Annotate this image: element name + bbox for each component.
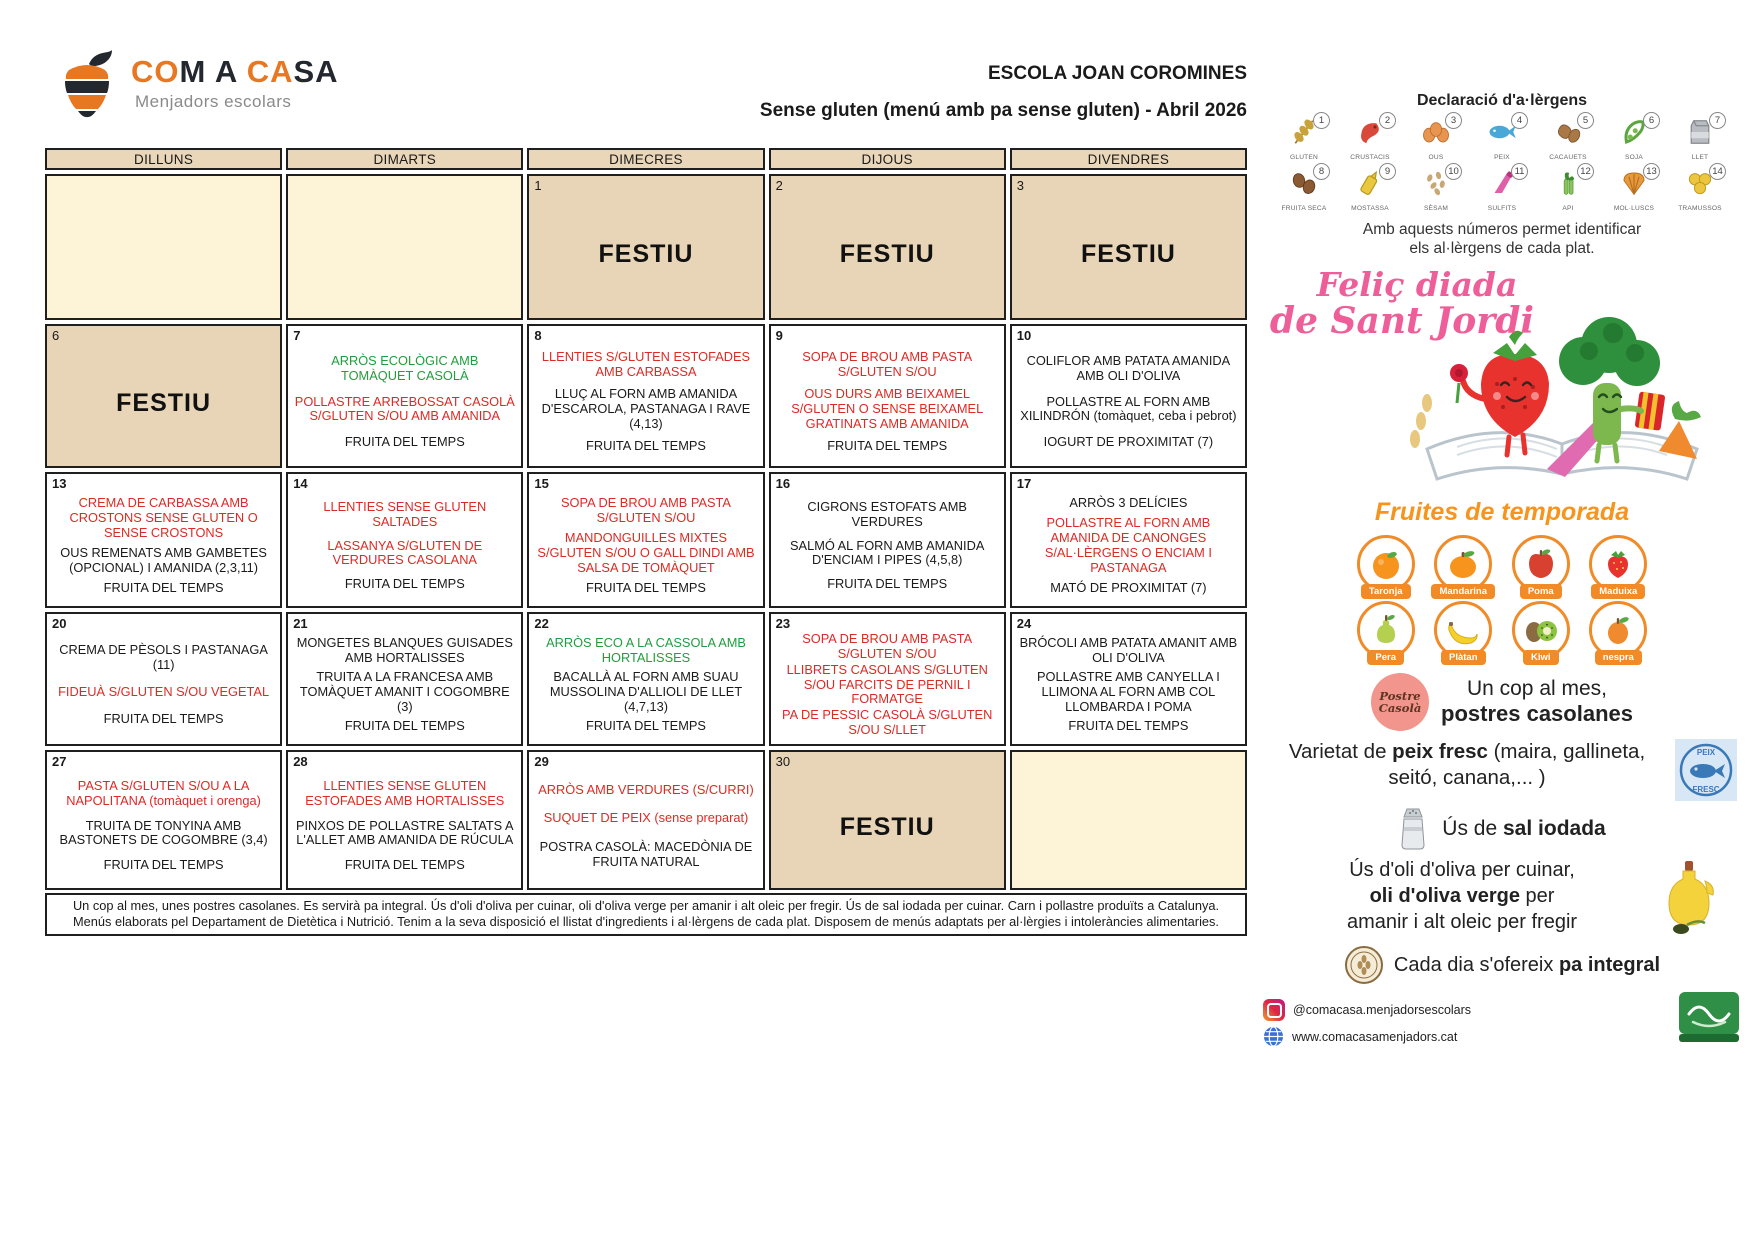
day-header-dimarts: DIMARTS bbox=[286, 148, 523, 170]
menu-title: Sense gluten (menú amb pa sense gluten) - Abril 2026 bbox=[759, 100, 1247, 121]
allergen-number: 14 bbox=[1709, 163, 1726, 180]
allergen-label: SOJA bbox=[1624, 154, 1644, 161]
sal-iodada-row bbox=[1398, 807, 1605, 851]
menu-items bbox=[534, 343, 757, 464]
menu-item: FRUITA DEL TEMPS bbox=[586, 579, 706, 595]
allergens-note-line1: Amb aquests números permet identificar bbox=[1362, 220, 1642, 238]
menu-item: PA DE PESSIC CASOLÀ S/GLUTEN S/OU S/LLET bbox=[782, 707, 993, 738]
calendar-cell-empty bbox=[45, 174, 282, 320]
calendar-grid bbox=[45, 148, 1247, 890]
calendar-cell-day-9 bbox=[769, 324, 1006, 468]
day-number: 2 bbox=[775, 178, 783, 193]
calendar-cell-day-13 bbox=[45, 472, 282, 608]
menu-item: POLLASTRE ARREBOSSAT CASOLÀ S/GLUTEN S/OU AMB AMANIDA bbox=[294, 393, 515, 424]
calendar-cell-day-21 bbox=[286, 612, 523, 746]
menu-item: SOPA DE BROU AMB PASTA S/GLUTEN S/OU bbox=[561, 495, 731, 526]
menu-item: PINXOS DE POLLASTRE SALTATS A L'ALLET AMB AMANIDA DE RÚCULA bbox=[295, 817, 514, 848]
svg-text:PEIX: PEIX bbox=[1696, 748, 1716, 758]
menu-items bbox=[1017, 631, 1240, 742]
menu-items bbox=[293, 343, 516, 464]
website-link[interactable] bbox=[1263, 1026, 1741, 1047]
fruit-label: Poma bbox=[1520, 584, 1562, 599]
peix-bold: peix fresc bbox=[1392, 740, 1488, 764]
fruit-taronja bbox=[1354, 535, 1418, 599]
allergens-note-line2: els al·lèrgens de cada plat. bbox=[1409, 239, 1595, 257]
menu-item: FIDEUÀ S/GLUTEN S/OU VEGETAL bbox=[58, 684, 270, 699]
menu-item: CREMA DE PÈSOLS I PASTANAGA (11) bbox=[59, 642, 268, 672]
calendar-cell-day-8 bbox=[527, 324, 764, 468]
postres-line1: Un cop al mes, bbox=[1466, 677, 1608, 701]
allergens-note bbox=[1363, 220, 1641, 259]
menu-item: TRUITA A LA FRANCESA AMB TOMÀQUET AMANIT I COGOMBRE (3) bbox=[299, 669, 510, 714]
peix-pre: Varietat de bbox=[1288, 740, 1393, 764]
postre-casola-badge-icon bbox=[1371, 673, 1429, 731]
fruit-pera bbox=[1354, 601, 1418, 665]
menu-items bbox=[534, 631, 757, 742]
allergen-label: LLET bbox=[1691, 154, 1709, 161]
quality-logo bbox=[1677, 990, 1741, 1044]
menu-item: LLENTIES SENSE GLUTEN ESTOFADES AMB HORTALISSES bbox=[305, 777, 505, 808]
menu-item: FRUITA DEL TEMPS bbox=[827, 437, 948, 453]
allergen-label: SULFITS bbox=[1487, 205, 1517, 213]
calendar-cell-day-29 bbox=[527, 750, 764, 890]
calendar-cell-empty bbox=[286, 174, 523, 320]
calendar-cell-day-24 bbox=[1010, 612, 1247, 746]
menu-item: TRUITA DE TONYINA AMB BASTONETS DE COGOMBRE (3,4) bbox=[59, 817, 268, 848]
menu-item: FRUITA DEL TEMPS bbox=[103, 711, 224, 726]
festiu-label: FESTIU bbox=[116, 389, 212, 417]
day-number: 16 bbox=[775, 476, 791, 491]
oli-line3: amanir i alt oleic per fregir bbox=[1346, 911, 1578, 934]
menu-item: COLIFLOR AMB PATATA AMANIDA AMB OLI D'OLIVA bbox=[1026, 352, 1231, 383]
peix-fresc-row bbox=[1267, 739, 1737, 801]
menu-item: FRUITA DEL TEMPS bbox=[344, 718, 465, 734]
brand-subtitle: Menjadors escolars bbox=[135, 92, 292, 111]
allergen-number: 12 bbox=[1577, 163, 1594, 180]
allergen-ous bbox=[1403, 114, 1469, 161]
allergen-mol-luscs bbox=[1601, 165, 1667, 212]
sant-jordi-greeting bbox=[1267, 265, 1567, 343]
menu-items bbox=[534, 769, 757, 886]
calendar-cell-day-28 bbox=[286, 750, 523, 890]
menu-item: MONGETES BLANQUES GUISADES AMB HORTALISSES bbox=[296, 634, 513, 665]
peix-post: (maira, gallineta, seitó, canana,... ) bbox=[1388, 740, 1646, 789]
allergen-number: 8 bbox=[1313, 163, 1330, 180]
menu-item: PASTA S/GLUTEN S/OU A LA NAPOLITANA (tomàquet i orenga) bbox=[66, 777, 261, 808]
festiu-label: FESTIU bbox=[598, 240, 694, 268]
menu-item: SUQUET DE PEIX (sense preparat) bbox=[543, 810, 749, 826]
calendar-cell-empty bbox=[1010, 750, 1247, 890]
pa-integral-text bbox=[1394, 954, 1660, 977]
menu-item: POLLASTRE AMB CANYELLA I LLIMONA AL FORN AMB COL LLOMBARDA I POMA bbox=[1036, 669, 1220, 714]
menu-item: OUS DURS AMB BEIXAMEL S/GLUTEN O SENSE BEIXAMEL GRATINATS AMB AMANIDA bbox=[791, 386, 984, 431]
seasonal-fruits-grid bbox=[1354, 535, 1650, 665]
day-number: 22 bbox=[534, 616, 549, 631]
fruit-label: Taronja bbox=[1361, 584, 1411, 599]
allergen-number: 7 bbox=[1709, 112, 1726, 129]
allergen-s-sam bbox=[1403, 165, 1469, 212]
instagram-handle: @comacasa.menjadorsescolars bbox=[1293, 1003, 1472, 1018]
menu-items bbox=[1017, 491, 1240, 604]
calendar-cell-day-10 bbox=[1010, 324, 1247, 468]
menu-item: LLUÇ AL FORN AMB AMANIDA D'ESCAROLA, PASTANAGA I RAVE (4,13) bbox=[541, 386, 751, 431]
day-number: 20 bbox=[52, 616, 67, 631]
pa-integral-row bbox=[1344, 945, 1660, 985]
allergen-label: CRUSTACIS bbox=[1350, 154, 1390, 161]
allergen-number: 4 bbox=[1511, 112, 1528, 129]
day-header-dimecres: DIMECRES bbox=[527, 148, 764, 170]
school-name: ESCOLA JOAN COROMINES bbox=[988, 63, 1247, 84]
menu-item: FRUITA DEL TEMPS bbox=[344, 576, 465, 592]
allergen-number: 1 bbox=[1313, 112, 1330, 129]
menu-item: OUS REMENATS AMB GAMBETES (OPCIONAL) I AMANIDA (2,3,11) bbox=[60, 545, 267, 575]
day-number: 3 bbox=[1016, 178, 1025, 193]
allergen-cacauets bbox=[1535, 114, 1601, 161]
day-header-divendres: DIVENDRES bbox=[1010, 148, 1247, 170]
oli-oliva-row bbox=[1267, 857, 1737, 943]
menu-item: LLENTIES S/GLUTEN ESTOFADES AMB CARBASSA bbox=[541, 349, 751, 380]
sant-jordi-block bbox=[1267, 262, 1737, 494]
calendar-cell-day-30 bbox=[769, 750, 1006, 890]
postres-text bbox=[1441, 677, 1633, 727]
allergen-label: CACAUETS bbox=[1549, 154, 1587, 161]
menu-items bbox=[776, 343, 999, 464]
day-number: 28 bbox=[293, 754, 308, 769]
greeting-line1: Feliç diada bbox=[1316, 265, 1518, 305]
day-number: 9 bbox=[775, 328, 783, 343]
allergen-number: 11 bbox=[1511, 163, 1528, 180]
menu-item: BRÓCOLI AMB PATATA AMANIT AMB OLI D'OLIVA bbox=[1019, 634, 1238, 665]
sal-iodada-text bbox=[1442, 817, 1605, 841]
fruit-label: Pera bbox=[1367, 650, 1404, 665]
allergen-soja bbox=[1601, 114, 1667, 161]
menu-item: CIGRONS ESTOFATS AMB VERDURES bbox=[807, 498, 967, 529]
fruit-plàtan bbox=[1431, 601, 1495, 665]
fruit-poma bbox=[1509, 535, 1573, 599]
svg-text:FRESC: FRESC bbox=[1692, 785, 1720, 795]
oli-bold: oli d'oliva verge bbox=[1369, 885, 1520, 908]
allergen-llet bbox=[1667, 114, 1733, 161]
day-header-dilluns: DILLUNS bbox=[45, 148, 282, 170]
allergen-number: 13 bbox=[1643, 163, 1660, 180]
allergen-number: 6 bbox=[1643, 112, 1660, 129]
allergen-peix bbox=[1469, 114, 1535, 161]
menu-items bbox=[776, 491, 999, 604]
calendar-cell-day-1 bbox=[527, 174, 764, 320]
allergen-label: PEIX bbox=[1494, 154, 1510, 161]
salt-shaker-icon bbox=[1398, 807, 1428, 851]
allergen-label: GLUTEN bbox=[1290, 154, 1318, 161]
day-number: 6 bbox=[52, 328, 60, 343]
greeting-line2: de Sant Jordi bbox=[1269, 300, 1535, 343]
allergen-number: 5 bbox=[1577, 112, 1594, 129]
olive-oil-bottle-icon bbox=[1661, 859, 1719, 937]
menu-items bbox=[293, 631, 516, 742]
festiu-label: FESTIU bbox=[839, 813, 935, 841]
calendar-cell-day-3 bbox=[1010, 174, 1247, 320]
allergen-label: MOL·LUSCS bbox=[1613, 205, 1655, 213]
menu-item: FRUITA DEL TEMPS bbox=[586, 718, 706, 734]
allergen-mostassa bbox=[1337, 165, 1403, 212]
day-header-dijous: DIJOUS bbox=[769, 148, 1006, 170]
postres-line2: postres casolanes bbox=[1441, 701, 1633, 727]
menu-item: FRUITA DEL TEMPS bbox=[103, 857, 224, 873]
allergens-title: Declaració d'a·lèrgens bbox=[1416, 92, 1588, 109]
pa-bold: pa integral bbox=[1558, 953, 1661, 976]
menu-item: CREMA DE CARBASSA AMB CROSTONS SENSE GLUTEN O SENSE CROSTONS bbox=[69, 495, 258, 540]
day-number: 29 bbox=[534, 754, 549, 769]
menu-item: FRUITA DEL TEMPS bbox=[586, 437, 706, 453]
sal-bold: sal iodada bbox=[1503, 817, 1606, 841]
social-block bbox=[1263, 994, 1741, 1047]
oli-oliva-text bbox=[1267, 857, 1657, 935]
instagram-icon bbox=[1263, 999, 1285, 1021]
menu-items bbox=[1017, 343, 1240, 464]
instagram-link[interactable] bbox=[1263, 999, 1741, 1021]
menu-item: IOGURT DE PROXIMITAT (7) bbox=[1043, 434, 1214, 450]
menu-item: BACALLÀ AL FORN AMB SUAU MUSSOLINA D'ALLIOLI DE LLET (4,7,13) bbox=[549, 669, 743, 714]
calendar-cell-day-14 bbox=[286, 472, 523, 608]
menu-item: SALMÓ AL FORN AMB AMANIDA D'ENCIAM I PIPES (4,5,8) bbox=[790, 537, 985, 568]
festiu-label: FESTIU bbox=[839, 240, 935, 268]
peix-fresc-stamp-icon bbox=[1675, 739, 1737, 801]
allergen-label: FRUITA SECA bbox=[1281, 205, 1327, 213]
calendar-cell-day-20 bbox=[45, 612, 282, 746]
allergen-number: 2 bbox=[1379, 112, 1396, 129]
menu-item: FRUITA DEL TEMPS bbox=[103, 579, 224, 595]
festiu-label: FESTIU bbox=[1080, 240, 1176, 268]
menu-item: ARRÒS ECOLÒGIC AMB TOMÀQUET CASOLÀ bbox=[331, 352, 479, 383]
sal-pre: Ús de bbox=[1442, 817, 1503, 841]
menu-item: ARRÒS 3 DELÍCIES bbox=[1069, 495, 1188, 511]
allergen-label: MOSTASSA bbox=[1351, 205, 1389, 213]
calendar-cell-day-17 bbox=[1010, 472, 1247, 608]
calendar-cell-day-15 bbox=[527, 472, 764, 608]
fruits-title: Fruites de temporada bbox=[1374, 498, 1630, 527]
day-number: 1 bbox=[534, 178, 542, 193]
menu-item: POLLASTRE AL FORN AMB AMANIDA DE CANONGES S/AL·LÈRGENS O ENCIAM I PASTANAGA bbox=[1044, 515, 1212, 575]
badge-line2: Casolà bbox=[1378, 701, 1422, 716]
allergen-number: 3 bbox=[1445, 112, 1462, 129]
fruit-mandarina bbox=[1431, 535, 1495, 599]
calendar-cell-day-6 bbox=[45, 324, 282, 468]
day-number: 23 bbox=[775, 616, 791, 631]
pa-pre: Cada dia s'ofereix bbox=[1393, 953, 1559, 976]
oli-mid: per bbox=[1519, 885, 1555, 908]
calendar-cell-day-7 bbox=[286, 324, 523, 468]
integral-badge-icon bbox=[1344, 945, 1384, 985]
day-number: 24 bbox=[1016, 616, 1032, 631]
menu-item: FRUITA DEL TEMPS bbox=[1068, 718, 1189, 734]
day-number: 27 bbox=[52, 754, 67, 769]
menu-item: POLLASTRE AL FORN AMB XILINDRÓN (tomàquet, ceba i pebrot) bbox=[1020, 393, 1237, 424]
menu-item: POSTRA CASOLÀ: MACEDÒNIA DE FRUITA NATURAL bbox=[539, 838, 753, 869]
allergen-crustacis bbox=[1337, 114, 1403, 161]
fruit-label: Mandarina bbox=[1431, 584, 1495, 599]
fruit-label: Plàtan bbox=[1441, 650, 1486, 665]
badge-line1: Postre bbox=[1379, 688, 1421, 703]
fruit-label: Kiwi bbox=[1523, 650, 1559, 665]
menu-items bbox=[776, 631, 999, 742]
menu-item: FRUITA DEL TEMPS bbox=[344, 434, 465, 450]
allergen-number: 10 bbox=[1445, 163, 1462, 180]
calendar-cell-day-16 bbox=[769, 472, 1006, 608]
menu-items bbox=[293, 769, 516, 886]
menu-item: FRUITA DEL TEMPS bbox=[827, 576, 948, 592]
fruit-nespra bbox=[1587, 601, 1651, 665]
sidebar bbox=[1256, 92, 1748, 1047]
website-url: www.comacasamenjadors.cat bbox=[1292, 1029, 1458, 1044]
day-number: 30 bbox=[775, 754, 791, 769]
allergen-fruita-seca bbox=[1271, 165, 1337, 212]
calendar-cell-day-22 bbox=[527, 612, 764, 746]
allergen-sulfits bbox=[1469, 165, 1535, 212]
day-number: 13 bbox=[52, 476, 67, 491]
allergen-row-2 bbox=[1271, 165, 1733, 212]
day-number: 21 bbox=[293, 616, 308, 631]
menu-item: ARRÒS AMB VERDURES (S/CURRI) bbox=[538, 781, 754, 797]
fruit-maduixa bbox=[1587, 535, 1651, 599]
day-number: 7 bbox=[293, 328, 301, 343]
menu-items bbox=[52, 631, 275, 742]
day-number: 17 bbox=[1016, 476, 1032, 491]
calendar-cell-day-2 bbox=[769, 174, 1006, 320]
allergen-api bbox=[1535, 165, 1601, 212]
menu-item: ARRÒS ECO A LA CASSOLA AMB HORTALISSES bbox=[546, 634, 746, 665]
postres-row bbox=[1371, 673, 1633, 731]
calendar-cell-day-23 bbox=[769, 612, 1006, 746]
allergen-number: 9 bbox=[1379, 163, 1396, 180]
menu-items bbox=[52, 769, 275, 886]
day-number: 15 bbox=[534, 476, 549, 491]
allergen-row-1 bbox=[1271, 114, 1733, 161]
brand-name: COM A CASA bbox=[131, 54, 339, 89]
allergen-label: API bbox=[1562, 205, 1574, 213]
allergen-label: SÈSAM bbox=[1423, 205, 1449, 213]
menu-item: SOPA DE BROU AMB PASTA S/GLUTEN S/OU bbox=[802, 631, 973, 661]
calendar-cell-day-27 bbox=[45, 750, 282, 890]
menu-item: FRUITA DEL TEMPS bbox=[344, 857, 465, 873]
day-number: 14 bbox=[293, 476, 308, 491]
fruit-label: Maduixa bbox=[1591, 584, 1645, 599]
menu-item: LLIBRETS CASOLANS S/GLUTEN S/OU FARCITS DE PERNIL I FORMATGE bbox=[786, 661, 988, 707]
fruit-label: nespra bbox=[1595, 650, 1642, 665]
menu-item: LLENTIES SENSE GLUTEN SALTADES bbox=[323, 498, 487, 529]
allergen-gluten bbox=[1271, 114, 1337, 161]
allergen-label: OUS bbox=[1428, 154, 1444, 161]
footer-note: Un cop al mes, unes postres casolanes. Es servirà pa integral. Ús d'oli d'oliva per cuinar, oli d'oliva verge per amanir i alt oleic per fregir. Ús de sal iodada per cuinar. Carn i pollastre produïts a Catalunya. Menús elaborats pel Departament de Dietètica i Nutrició. Tenim a la seva disposició el llistat d'ingredients i al·lèrgens de cada plat. Disposem de menús adaptats per al·lèrgies i intoleràncies alimentaries. bbox=[45, 893, 1247, 936]
fruit-kiwi bbox=[1509, 601, 1573, 665]
menu-items bbox=[534, 491, 757, 604]
menu-item: SOPA DE BROU AMB PASTA S/GLUTEN S/OU bbox=[802, 349, 973, 380]
allergen-label: TRAMUSSOS bbox=[1678, 205, 1722, 213]
peix-fresc-text bbox=[1267, 739, 1667, 790]
menu-item: MANDONGUILLES MIXTES S/GLUTEN S/OU O GALL DINDI AMB SALSA DE TOMÀQUET bbox=[537, 530, 755, 575]
menu-items bbox=[52, 491, 275, 604]
globe-icon bbox=[1263, 1026, 1284, 1047]
menu-item: MATÓ DE PROXIMITAT (7) bbox=[1050, 579, 1207, 595]
day-number: 8 bbox=[534, 328, 542, 343]
allergen-tramussos bbox=[1667, 165, 1733, 212]
menu-items bbox=[293, 491, 516, 604]
menu-item: LASSANYA S/GLUTEN DE VERDURES CASOLANA bbox=[327, 537, 483, 568]
oli-line1: Ús d'oli d'oliva per cuinar, bbox=[1349, 859, 1575, 882]
day-number: 10 bbox=[1016, 328, 1032, 343]
